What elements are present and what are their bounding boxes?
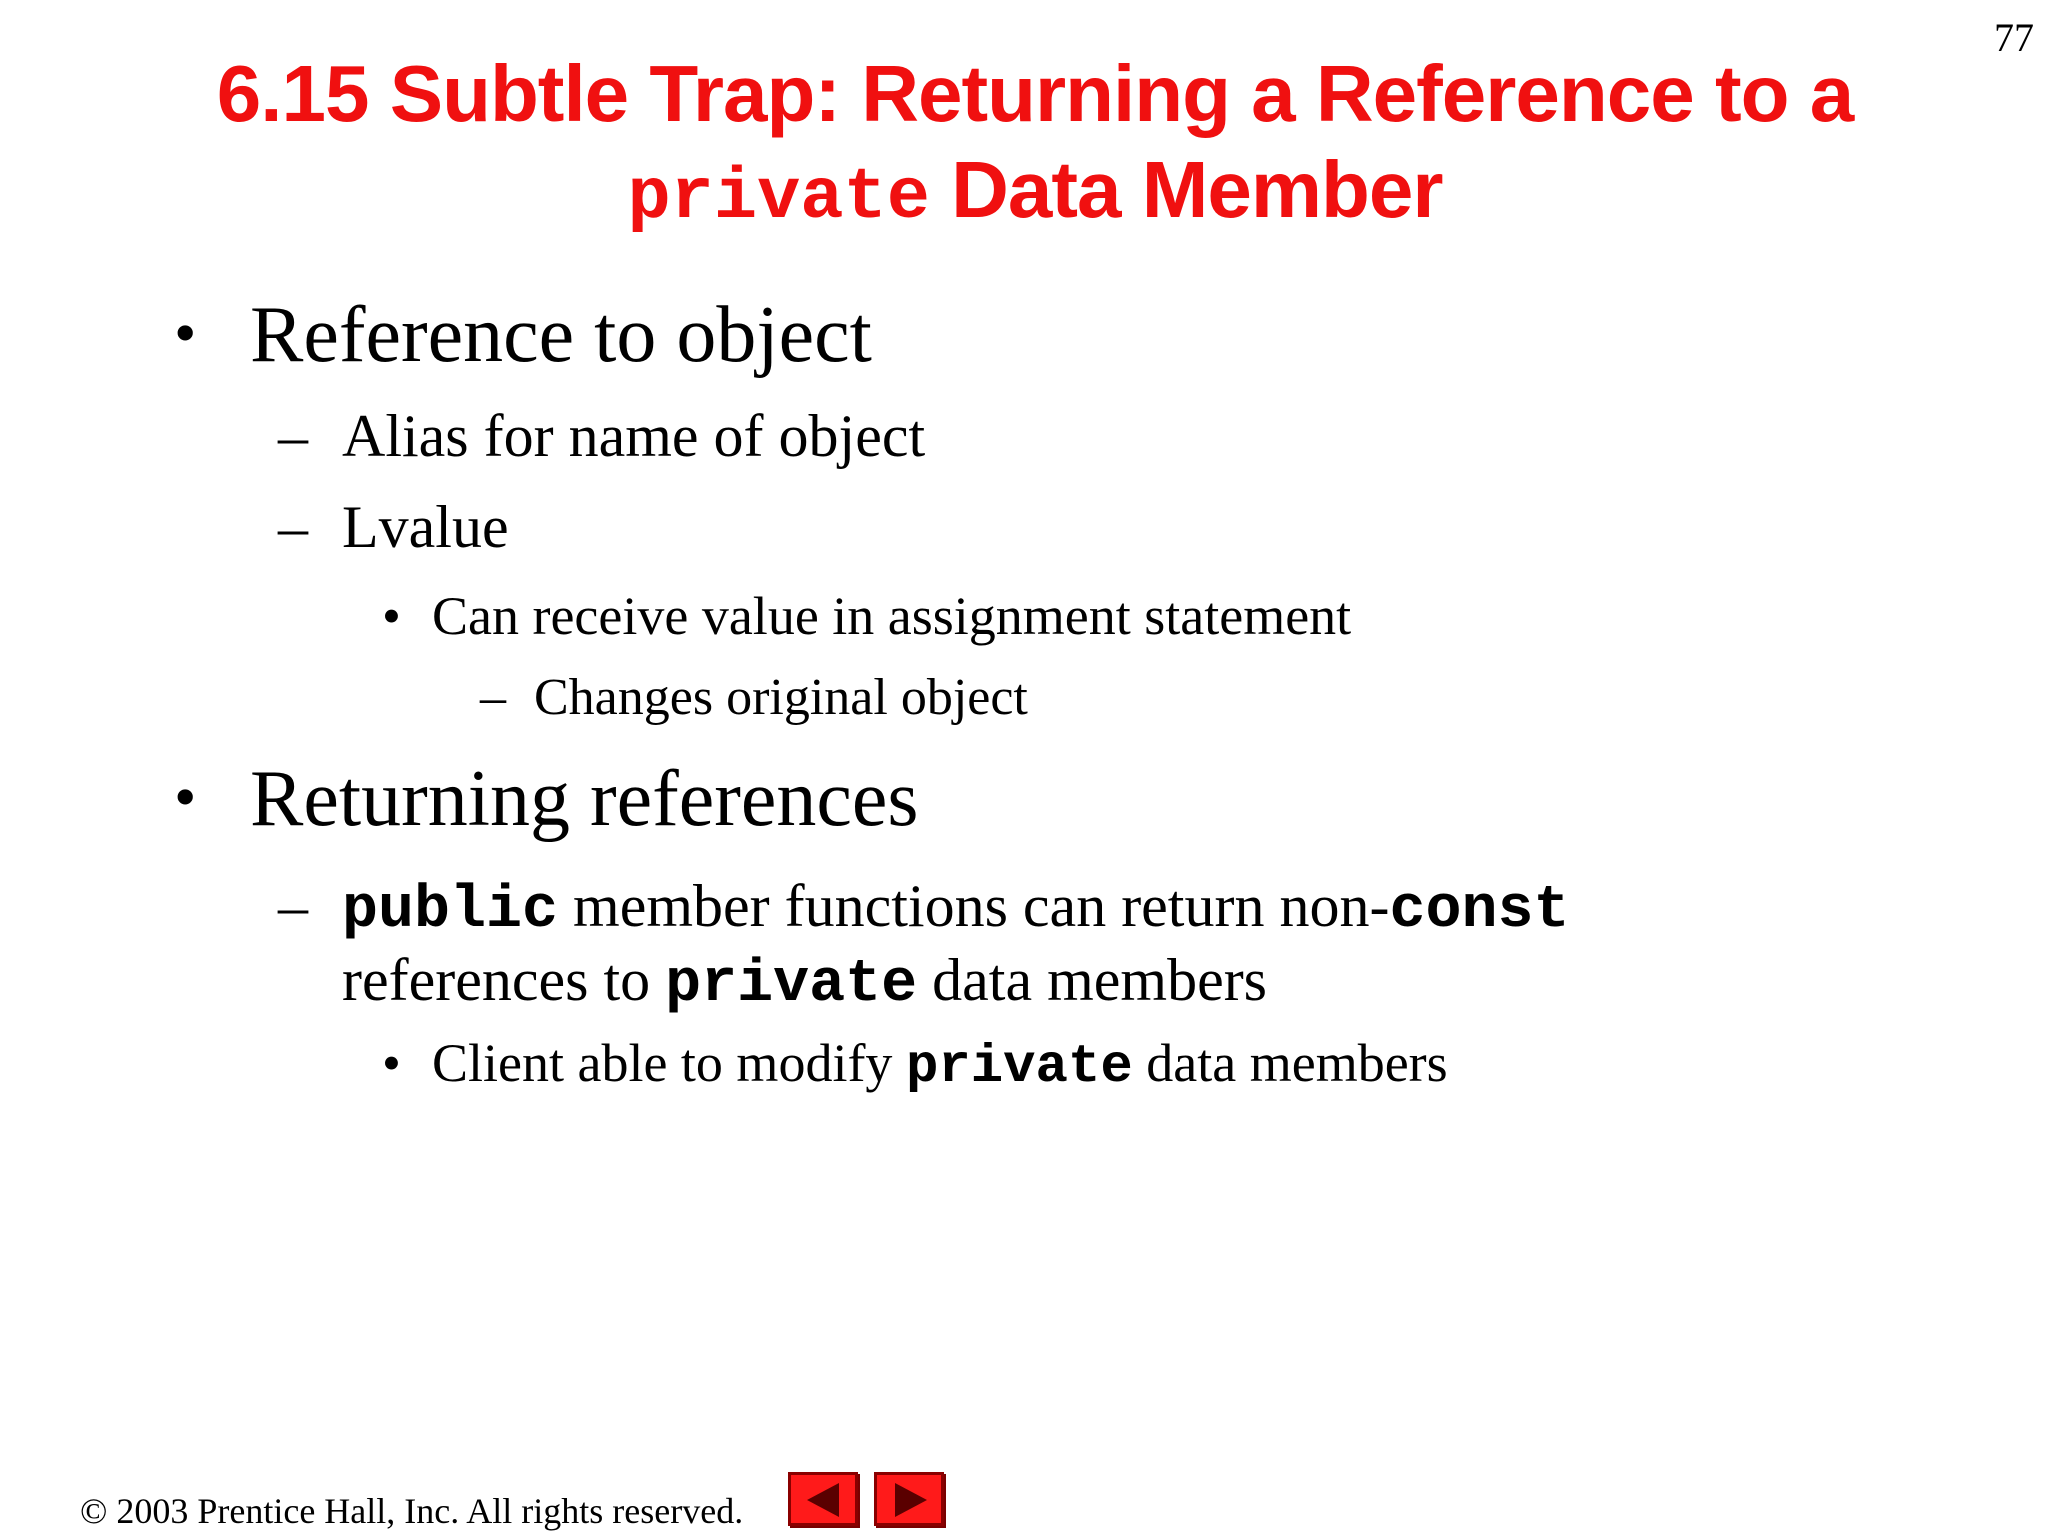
copyright-footer: © 2003 Prentice Hall, Inc. All rights reserved.	[80, 1491, 744, 1531]
sub-alias: Alias for name of object	[342, 403, 926, 469]
dot-marker: •	[382, 586, 401, 646]
title-line-1: 6.15 Subtle Trap: Returning a Reference to a	[216, 49, 1854, 138]
bullet-reference-to-object: Reference to object	[250, 291, 872, 379]
code-private: private	[665, 951, 918, 1019]
previous-slide-button[interactable]	[788, 1472, 858, 1526]
title-code-private: private	[627, 157, 930, 239]
slide-title	[120, 46, 1950, 246]
sub-references-to-private: references to private data members	[342, 947, 1268, 1019]
code-private: private	[905, 1037, 1133, 1098]
sub-public-member-functions: public member functions can return non-const	[342, 873, 1570, 945]
sub-changes-original: Changes original object	[534, 669, 1028, 726]
dash-marker: –	[278, 494, 308, 560]
left-triangle-icon	[807, 1483, 839, 1517]
bullet-dot: •	[174, 761, 197, 832]
code-const: const	[1389, 877, 1570, 945]
right-triangle-icon	[895, 1483, 927, 1517]
page-number: 77	[1994, 15, 2034, 60]
bullet-dot: •	[174, 297, 197, 368]
sub-client-able-to-modify: Client able to modify private data members	[432, 1033, 1448, 1098]
next-slide-button[interactable]	[874, 1472, 944, 1526]
sub-lvalue: Lvalue	[342, 494, 509, 560]
dash-marker: –	[278, 403, 308, 469]
bullet-returning-references: Returning references	[250, 755, 919, 843]
code-public: public	[342, 877, 559, 945]
dash-marker: –	[278, 873, 308, 939]
sub-can-receive-value: Can receive value in assignment statement	[432, 586, 1352, 646]
dot-marker: •	[382, 1033, 401, 1093]
dash-marker: –	[480, 669, 506, 726]
title-line-2-text: Data Member	[929, 145, 1443, 234]
title-line-2	[120, 142, 1950, 246]
